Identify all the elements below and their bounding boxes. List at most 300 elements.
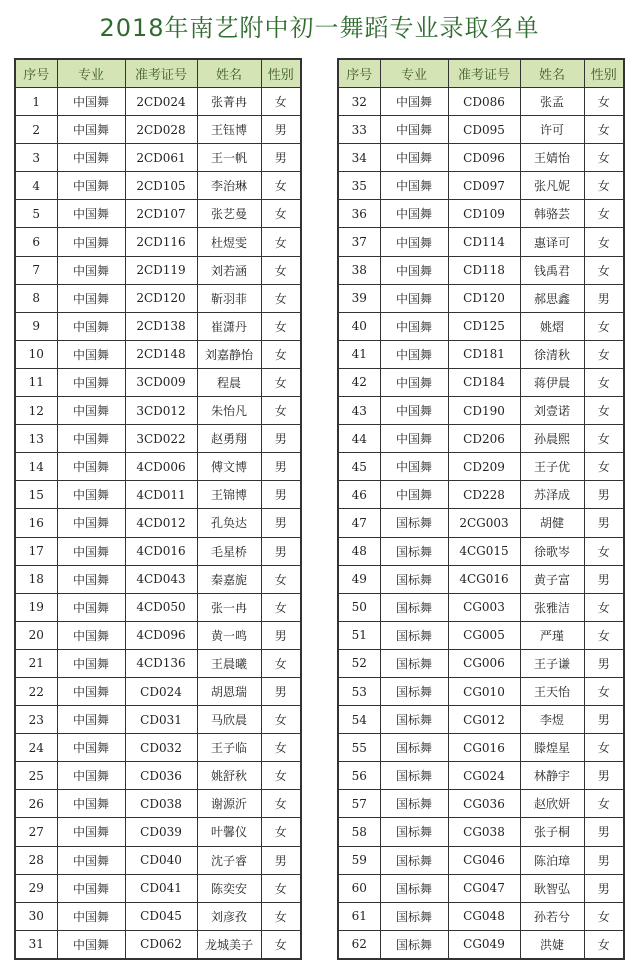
table-row bbox=[15, 649, 301, 677]
cell-exam-id: CD062 bbox=[125, 930, 197, 959]
cell-number: 35 bbox=[338, 172, 380, 200]
cell-gender: 男 bbox=[261, 453, 301, 481]
table-row bbox=[338, 228, 624, 256]
cell-number: 2 bbox=[15, 116, 57, 144]
cell-gender: 男 bbox=[584, 649, 624, 677]
cell-major: 国标舞 bbox=[380, 734, 448, 762]
cell-name: 张孟 bbox=[520, 88, 584, 116]
table-row bbox=[338, 312, 624, 340]
cell-exam-id: 4CD136 bbox=[125, 649, 197, 677]
cell-number: 33 bbox=[338, 116, 380, 144]
cell-major: 中国舞 bbox=[57, 818, 125, 846]
cell-number: 18 bbox=[15, 565, 57, 593]
table-row bbox=[338, 453, 624, 481]
cell-number: 37 bbox=[338, 228, 380, 256]
cell-number: 46 bbox=[338, 481, 380, 509]
cell-name: 陈奕安 bbox=[197, 874, 261, 902]
cell-major: 中国舞 bbox=[57, 144, 125, 172]
cell-major: 中国舞 bbox=[57, 425, 125, 453]
cell-major: 中国舞 bbox=[380, 425, 448, 453]
cell-exam-id: CD228 bbox=[448, 481, 520, 509]
table-row bbox=[338, 200, 624, 228]
cell-exam-id: 4CD012 bbox=[125, 509, 197, 537]
cell-number: 31 bbox=[15, 930, 57, 959]
cell-exam-id: 2CG003 bbox=[448, 509, 520, 537]
cell-gender: 女 bbox=[584, 677, 624, 705]
table-row bbox=[15, 425, 301, 453]
cell-number: 21 bbox=[15, 649, 57, 677]
cell-gender: 女 bbox=[261, 762, 301, 790]
table-row bbox=[15, 284, 301, 312]
table-row bbox=[15, 565, 301, 593]
cell-name: 王子优 bbox=[520, 453, 584, 481]
cell-exam-id: 4CD016 bbox=[125, 537, 197, 565]
cell-name: 徐清秋 bbox=[520, 340, 584, 368]
cell-exam-id: 2CD120 bbox=[125, 284, 197, 312]
cell-exam-id: 4CD050 bbox=[125, 593, 197, 621]
cell-major: 中国舞 bbox=[380, 88, 448, 116]
cell-name: 黄一鸣 bbox=[197, 621, 261, 649]
cell-name: 孔奂达 bbox=[197, 509, 261, 537]
cell-exam-id: CD086 bbox=[448, 88, 520, 116]
cell-major: 国标舞 bbox=[380, 621, 448, 649]
cell-gender: 女 bbox=[584, 593, 624, 621]
cell-gender: 男 bbox=[584, 481, 624, 509]
table-row bbox=[338, 818, 624, 846]
table-row bbox=[338, 256, 624, 284]
cell-gender: 女 bbox=[261, 565, 301, 593]
page-title: 2018年南艺附中初一舞蹈专业录取名单 bbox=[99, 14, 540, 42]
cell-exam-id: CD109 bbox=[448, 200, 520, 228]
table-row bbox=[15, 88, 301, 116]
cell-major: 国标舞 bbox=[380, 790, 448, 818]
cell-number: 58 bbox=[338, 818, 380, 846]
cell-name: 姚熠 bbox=[520, 312, 584, 340]
cell-exam-id: 4CD096 bbox=[125, 621, 197, 649]
cell-gender: 女 bbox=[261, 368, 301, 396]
table-row bbox=[15, 762, 301, 790]
cell-exam-id: CD114 bbox=[448, 228, 520, 256]
cell-name: 张凡妮 bbox=[520, 172, 584, 200]
table-row bbox=[338, 790, 624, 818]
cell-gender: 男 bbox=[261, 846, 301, 874]
cell-exam-id: CG036 bbox=[448, 790, 520, 818]
table-row bbox=[338, 677, 624, 705]
cell-number: 30 bbox=[15, 902, 57, 930]
cell-gender: 女 bbox=[261, 818, 301, 846]
cell-name: 洪婕 bbox=[520, 930, 584, 959]
table-row bbox=[338, 649, 624, 677]
cell-major: 中国舞 bbox=[380, 453, 448, 481]
cell-name: 林静宇 bbox=[520, 762, 584, 790]
table-header-row bbox=[15, 59, 301, 88]
table-row bbox=[338, 621, 624, 649]
cell-exam-id: 2CD107 bbox=[125, 200, 197, 228]
table-row bbox=[15, 818, 301, 846]
cell-number: 48 bbox=[338, 537, 380, 565]
cell-exam-id: CG006 bbox=[448, 649, 520, 677]
cell-exam-id: 2CD116 bbox=[125, 228, 197, 256]
cell-major: 中国舞 bbox=[57, 481, 125, 509]
cell-exam-id: CD209 bbox=[448, 453, 520, 481]
cell-gender: 女 bbox=[261, 930, 301, 959]
table-row bbox=[338, 537, 624, 565]
cell-number: 17 bbox=[15, 537, 57, 565]
cell-gender: 女 bbox=[584, 144, 624, 172]
table-row bbox=[338, 593, 624, 621]
cell-name: 张子桐 bbox=[520, 818, 584, 846]
table-row bbox=[15, 734, 301, 762]
cell-name: 张菁冉 bbox=[197, 88, 261, 116]
cell-exam-id: 2CD138 bbox=[125, 312, 197, 340]
cell-name: 王子临 bbox=[197, 734, 261, 762]
cell-name: 许可 bbox=[520, 116, 584, 144]
cell-gender: 男 bbox=[584, 284, 624, 312]
cell-name: 杜煜雯 bbox=[197, 228, 261, 256]
cell-major: 国标舞 bbox=[380, 930, 448, 959]
cell-major: 中国舞 bbox=[57, 256, 125, 284]
cell-major: 中国舞 bbox=[57, 116, 125, 144]
header-major: 专业 bbox=[57, 59, 125, 88]
cell-major: 中国舞 bbox=[57, 340, 125, 368]
table-row bbox=[15, 790, 301, 818]
cell-exam-id: CD206 bbox=[448, 425, 520, 453]
cell-major: 中国舞 bbox=[57, 312, 125, 340]
cell-gender: 女 bbox=[261, 902, 301, 930]
cell-number: 16 bbox=[15, 509, 57, 537]
cell-gender: 女 bbox=[261, 874, 301, 902]
cell-major: 国标舞 bbox=[380, 565, 448, 593]
cell-gender: 男 bbox=[261, 481, 301, 509]
cell-gender: 女 bbox=[261, 397, 301, 425]
cell-gender: 女 bbox=[584, 621, 624, 649]
cell-number: 47 bbox=[338, 509, 380, 537]
table-row bbox=[15, 621, 301, 649]
cell-gender: 男 bbox=[584, 706, 624, 734]
cell-major: 中国舞 bbox=[57, 537, 125, 565]
cell-gender: 女 bbox=[261, 340, 301, 368]
table-row bbox=[338, 172, 624, 200]
cell-major: 中国舞 bbox=[57, 677, 125, 705]
cell-gender: 女 bbox=[584, 902, 624, 930]
cell-major: 中国舞 bbox=[380, 340, 448, 368]
header-major: 专业 bbox=[380, 59, 448, 88]
cell-exam-id: CD118 bbox=[448, 256, 520, 284]
cell-exam-id: CG010 bbox=[448, 677, 520, 705]
cell-major: 中国舞 bbox=[57, 88, 125, 116]
cell-major: 中国舞 bbox=[57, 874, 125, 902]
cell-gender: 女 bbox=[584, 425, 624, 453]
cell-exam-id: 4CD043 bbox=[125, 565, 197, 593]
cell-gender: 女 bbox=[584, 790, 624, 818]
cell-gender: 男 bbox=[261, 677, 301, 705]
cell-exam-id: CG038 bbox=[448, 818, 520, 846]
cell-exam-id: 4CD006 bbox=[125, 453, 197, 481]
cell-major: 中国舞 bbox=[380, 481, 448, 509]
cell-major: 国标舞 bbox=[380, 706, 448, 734]
cell-gender: 女 bbox=[261, 734, 301, 762]
cell-number: 41 bbox=[338, 340, 380, 368]
cell-exam-id: CD097 bbox=[448, 172, 520, 200]
table-row bbox=[15, 481, 301, 509]
table-row bbox=[338, 144, 624, 172]
cell-number: 53 bbox=[338, 677, 380, 705]
cell-major: 国标舞 bbox=[380, 677, 448, 705]
cell-exam-id: CD190 bbox=[448, 397, 520, 425]
cell-name: 张艺曼 bbox=[197, 200, 261, 228]
table-row bbox=[338, 762, 624, 790]
cell-name: 王天怡 bbox=[520, 677, 584, 705]
cell-exam-id: CG046 bbox=[448, 846, 520, 874]
cell-name: 苏泽成 bbox=[520, 481, 584, 509]
cell-gender: 女 bbox=[261, 706, 301, 734]
cell-major: 中国舞 bbox=[57, 762, 125, 790]
cell-major: 中国舞 bbox=[57, 790, 125, 818]
cell-major: 中国舞 bbox=[57, 649, 125, 677]
table-body-right bbox=[338, 88, 624, 959]
cell-number: 57 bbox=[338, 790, 380, 818]
cell-name: 徐歌岑 bbox=[520, 537, 584, 565]
cell-exam-id: CD095 bbox=[448, 116, 520, 144]
cell-number: 32 bbox=[338, 88, 380, 116]
cell-major: 国标舞 bbox=[380, 846, 448, 874]
cell-major: 中国舞 bbox=[380, 228, 448, 256]
table-row bbox=[338, 368, 624, 396]
table-row bbox=[15, 172, 301, 200]
cell-name: 马欣晨 bbox=[197, 706, 261, 734]
cell-number: 23 bbox=[15, 706, 57, 734]
cell-gender: 女 bbox=[261, 649, 301, 677]
cell-gender: 女 bbox=[584, 256, 624, 284]
cell-number: 34 bbox=[338, 144, 380, 172]
table-row bbox=[15, 144, 301, 172]
cell-major: 中国舞 bbox=[57, 846, 125, 874]
cell-exam-id: CG005 bbox=[448, 621, 520, 649]
cell-gender: 女 bbox=[261, 312, 301, 340]
table-row bbox=[338, 902, 624, 930]
cell-exam-id: CG049 bbox=[448, 930, 520, 959]
table-row bbox=[15, 846, 301, 874]
cell-number: 39 bbox=[338, 284, 380, 312]
cell-name: 靳羽菲 bbox=[197, 284, 261, 312]
cell-gender: 女 bbox=[584, 200, 624, 228]
cell-number: 4 bbox=[15, 172, 57, 200]
cell-major: 中国舞 bbox=[57, 453, 125, 481]
cell-major: 中国舞 bbox=[57, 621, 125, 649]
cell-name: 王锦博 bbox=[197, 481, 261, 509]
header-gender: 性别 bbox=[584, 59, 624, 88]
cell-name: 滕煌星 bbox=[520, 734, 584, 762]
cell-exam-id: CD036 bbox=[125, 762, 197, 790]
cell-gender: 男 bbox=[584, 565, 624, 593]
cell-number: 56 bbox=[338, 762, 380, 790]
cell-major: 国标舞 bbox=[380, 593, 448, 621]
cell-exam-id: CG047 bbox=[448, 874, 520, 902]
cell-gender: 女 bbox=[584, 312, 624, 340]
cell-gender: 女 bbox=[261, 88, 301, 116]
cell-major: 中国舞 bbox=[380, 172, 448, 200]
cell-major: 中国舞 bbox=[57, 172, 125, 200]
cell-major: 国标舞 bbox=[380, 762, 448, 790]
cell-number: 45 bbox=[338, 453, 380, 481]
cell-major: 中国舞 bbox=[380, 116, 448, 144]
cell-gender: 男 bbox=[261, 425, 301, 453]
cell-major: 中国舞 bbox=[57, 902, 125, 930]
cell-number: 25 bbox=[15, 762, 57, 790]
cell-gender: 男 bbox=[261, 144, 301, 172]
cell-name: 李煜 bbox=[520, 706, 584, 734]
cell-number: 24 bbox=[15, 734, 57, 762]
cell-major: 国标舞 bbox=[380, 818, 448, 846]
cell-number: 13 bbox=[15, 425, 57, 453]
table-row bbox=[15, 677, 301, 705]
cell-gender: 女 bbox=[261, 256, 301, 284]
cell-number: 14 bbox=[15, 453, 57, 481]
cell-gender: 女 bbox=[584, 537, 624, 565]
cell-number: 44 bbox=[338, 425, 380, 453]
cell-exam-id: 2CD148 bbox=[125, 340, 197, 368]
cell-name: 钱禹君 bbox=[520, 256, 584, 284]
cell-name: 程晨 bbox=[197, 368, 261, 396]
table-row bbox=[338, 116, 624, 144]
cell-major: 国标舞 bbox=[380, 509, 448, 537]
table-row bbox=[15, 537, 301, 565]
cell-major: 中国舞 bbox=[57, 734, 125, 762]
cell-number: 11 bbox=[15, 368, 57, 396]
table-row bbox=[15, 312, 301, 340]
cell-name: 陈泊璋 bbox=[520, 846, 584, 874]
cell-name: 朱怡凡 bbox=[197, 397, 261, 425]
cell-number: 7 bbox=[15, 256, 57, 284]
cell-number: 15 bbox=[15, 481, 57, 509]
cell-gender: 女 bbox=[584, 930, 624, 959]
cell-name: 秦嘉旎 bbox=[197, 565, 261, 593]
cell-exam-id: CD038 bbox=[125, 790, 197, 818]
table-row bbox=[15, 706, 301, 734]
cell-exam-id: 2CD028 bbox=[125, 116, 197, 144]
cell-name: 黄子富 bbox=[520, 565, 584, 593]
cell-name: 姚舒秋 bbox=[197, 762, 261, 790]
cell-exam-id: 4CG015 bbox=[448, 537, 520, 565]
table-row bbox=[15, 874, 301, 902]
cell-gender: 女 bbox=[261, 172, 301, 200]
cell-number: 43 bbox=[338, 397, 380, 425]
cell-name: 毛星桥 bbox=[197, 537, 261, 565]
cell-name: 严瑾 bbox=[520, 621, 584, 649]
cell-major: 中国舞 bbox=[380, 284, 448, 312]
table-row bbox=[338, 565, 624, 593]
cell-number: 50 bbox=[338, 593, 380, 621]
cell-name: 张雅洁 bbox=[520, 593, 584, 621]
cell-name: 郝思鑫 bbox=[520, 284, 584, 312]
cell-number: 42 bbox=[338, 368, 380, 396]
cell-exam-id: CD120 bbox=[448, 284, 520, 312]
cell-exam-id: CG024 bbox=[448, 762, 520, 790]
table-row bbox=[15, 509, 301, 537]
admission-table-right bbox=[337, 58, 625, 960]
cell-exam-id: CG016 bbox=[448, 734, 520, 762]
header-exam-id: 准考证号 bbox=[125, 59, 197, 88]
cell-gender: 男 bbox=[584, 874, 624, 902]
table-row bbox=[15, 116, 301, 144]
cell-gender: 男 bbox=[261, 116, 301, 144]
cell-major: 中国舞 bbox=[57, 284, 125, 312]
cell-gender: 女 bbox=[261, 790, 301, 818]
cell-gender: 男 bbox=[261, 537, 301, 565]
cell-number: 40 bbox=[338, 312, 380, 340]
table-body-left bbox=[15, 88, 301, 959]
cell-name: 李治琳 bbox=[197, 172, 261, 200]
cell-name: 傅文博 bbox=[197, 453, 261, 481]
cell-gender: 女 bbox=[261, 593, 301, 621]
cell-gender: 男 bbox=[261, 621, 301, 649]
cell-exam-id: CD125 bbox=[448, 312, 520, 340]
cell-major: 中国舞 bbox=[57, 593, 125, 621]
cell-major: 中国舞 bbox=[57, 565, 125, 593]
cell-name: 孙若兮 bbox=[520, 902, 584, 930]
cell-gender: 女 bbox=[584, 88, 624, 116]
cell-gender: 女 bbox=[584, 453, 624, 481]
cell-gender: 女 bbox=[261, 200, 301, 228]
cell-gender: 女 bbox=[584, 368, 624, 396]
cell-gender: 男 bbox=[584, 762, 624, 790]
cell-exam-id: CD024 bbox=[125, 677, 197, 705]
cell-number: 1 bbox=[15, 88, 57, 116]
cell-gender: 女 bbox=[584, 340, 624, 368]
cell-number: 61 bbox=[338, 902, 380, 930]
cell-exam-id: CD031 bbox=[125, 706, 197, 734]
table-row bbox=[15, 340, 301, 368]
cell-name: 耿智弘 bbox=[520, 874, 584, 902]
cell-gender: 女 bbox=[584, 172, 624, 200]
cell-major: 中国舞 bbox=[380, 312, 448, 340]
cell-name: 王婧怡 bbox=[520, 144, 584, 172]
cell-number: 8 bbox=[15, 284, 57, 312]
cell-gender: 男 bbox=[584, 818, 624, 846]
table-row bbox=[338, 706, 624, 734]
cell-name: 沈子睿 bbox=[197, 846, 261, 874]
cell-major: 中国舞 bbox=[57, 368, 125, 396]
table-row bbox=[338, 509, 624, 537]
table-row bbox=[15, 368, 301, 396]
cell-exam-id: CD040 bbox=[125, 846, 197, 874]
table-row bbox=[15, 200, 301, 228]
cell-exam-id: CG048 bbox=[448, 902, 520, 930]
table-row bbox=[15, 930, 301, 959]
table-row bbox=[15, 593, 301, 621]
cell-major: 中国舞 bbox=[380, 256, 448, 284]
cell-number: 5 bbox=[15, 200, 57, 228]
table-row bbox=[15, 397, 301, 425]
cell-number: 6 bbox=[15, 228, 57, 256]
cell-name: 叶馨仪 bbox=[197, 818, 261, 846]
cell-name: 孙晨熙 bbox=[520, 425, 584, 453]
cell-gender: 女 bbox=[261, 228, 301, 256]
cell-number: 28 bbox=[15, 846, 57, 874]
table-row bbox=[338, 734, 624, 762]
cell-gender: 女 bbox=[584, 116, 624, 144]
cell-major: 中国舞 bbox=[380, 397, 448, 425]
header-number: 序号 bbox=[338, 59, 380, 88]
table-header-row bbox=[338, 59, 624, 88]
cell-number: 51 bbox=[338, 621, 380, 649]
cell-exam-id: 3CD022 bbox=[125, 425, 197, 453]
cell-number: 22 bbox=[15, 677, 57, 705]
cell-gender: 女 bbox=[261, 284, 301, 312]
cell-number: 62 bbox=[338, 930, 380, 959]
cell-major: 中国舞 bbox=[57, 397, 125, 425]
cell-name: 张一冉 bbox=[197, 593, 261, 621]
